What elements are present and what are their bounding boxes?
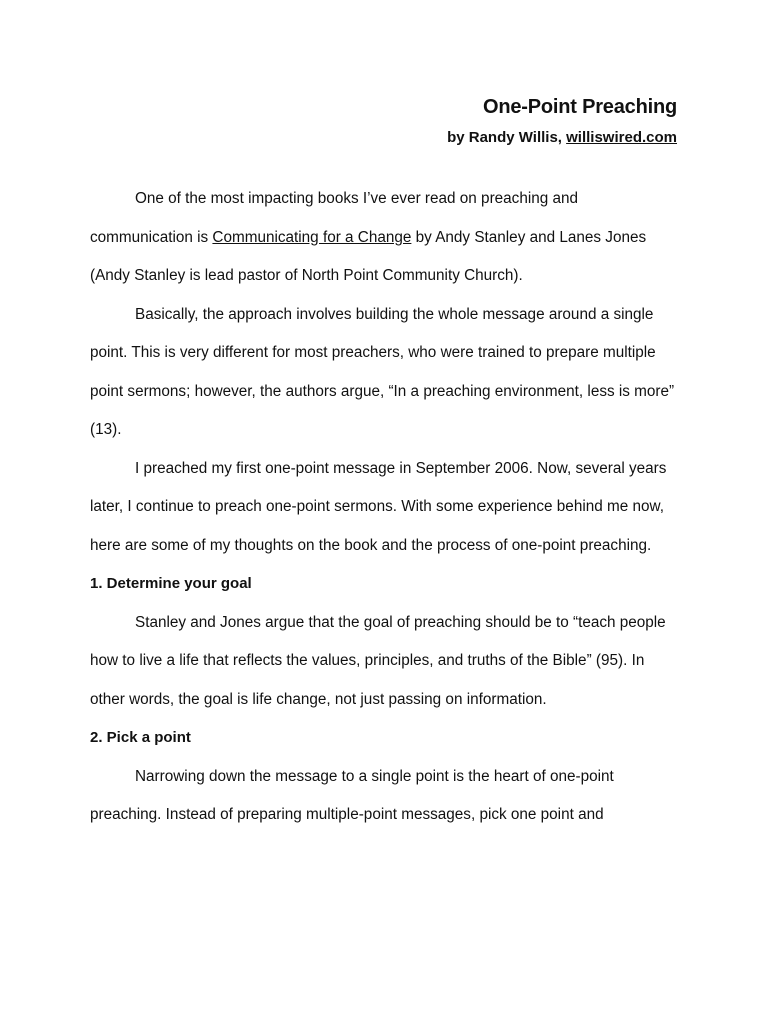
- paragraph-approach: Basically, the approach involves building the whole message around a single point. This is very different for most preachers, who were trained to prepare multiple point sermons; however, the authors argue, “In a preaching environment, less is more” (13).: [90, 305, 675, 438]
- paragraph-goal: Stanley and Jones argue that the goal of preaching should be to “teach people how to live a life that reflects the values, principles, and truths of the Bible” (95). In other words, the goal is life change, not just passing on information.: [90, 613, 666, 708]
- byline-author: by Randy Willis,: [447, 129, 567, 146]
- document-title: One-Point Preaching: [482, 96, 677, 118]
- section-heading-point: 2. Pick a point: [90, 729, 191, 746]
- title-block: [447, 94, 677, 148]
- section-heading-goal: 1. Determine your goal: [90, 575, 252, 592]
- byline-website-link[interactable]: williswired.com: [566, 129, 677, 146]
- paragraph-intro-text-end: by Andy Stanley and Lanes Jones (Andy Stanley is lead pastor of North Point Community Church).: [90, 228, 647, 284]
- paragraph-intro: [90, 180, 678, 296]
- paragraph-intro-text-start: One of the most impacting books I’ve ever read on preaching and communication is: [90, 190, 579, 246]
- paragraph-experience: I preached my first one-point message in September 2006. Now, several years later, I continue to preach one-point sermons. With some experience behind me now, here are some of my thoughts on the book and the process of one-point preaching.: [90, 459, 667, 554]
- book-title: Communicating for a Change: [212, 228, 412, 246]
- article-body: [90, 180, 678, 835]
- byline: [447, 128, 677, 148]
- paragraph-point: Narrowing down the message to a single point is the heart of one-point preaching. Instead of preparing multiple-point messages, pick one point and: [90, 767, 614, 823]
